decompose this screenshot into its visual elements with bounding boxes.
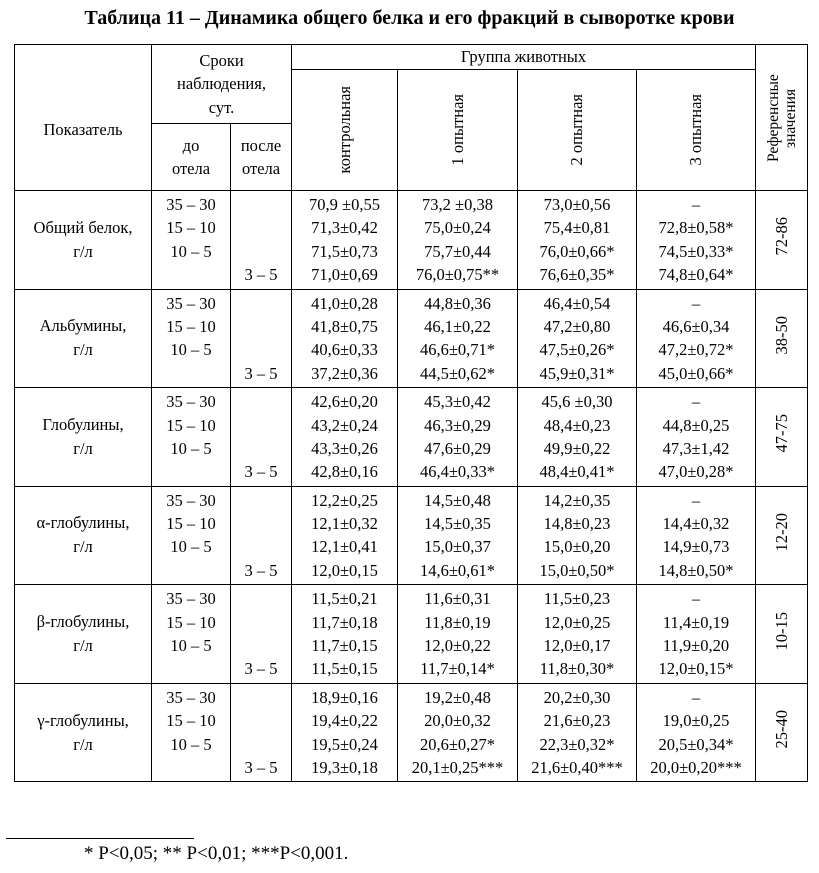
indicator-name-line1: γ-глобулины, <box>37 710 129 730</box>
header-group-1 <box>398 70 518 191</box>
value-cell: 43,2±0,24 <box>311 415 378 435</box>
value-cell: 74,8±0,64* <box>658 265 734 285</box>
spacer <box>231 535 291 558</box>
table-row <box>15 683 808 782</box>
value-cell: 11,5±0,23 <box>543 589 611 609</box>
before-calving-periods <box>152 289 231 388</box>
spacer <box>231 338 291 361</box>
before-period: 15 – 10 <box>166 316 216 336</box>
value-cell: 71,3±0,42 <box>311 218 378 238</box>
value-cell: 42,6±0,20 <box>311 392 378 412</box>
after-period: 3 – 5 <box>244 659 278 679</box>
value-cell: 44,5±0,62* <box>419 363 496 383</box>
value-cell: 47,0±0,28* <box>658 462 734 482</box>
spacer <box>231 414 291 437</box>
indicator-name <box>15 683 152 782</box>
before-calving-periods <box>152 486 231 585</box>
header-period-line2: наблюдения, <box>177 74 266 94</box>
indicator-name <box>15 486 152 585</box>
spacer <box>231 240 291 263</box>
reference-values <box>756 683 808 782</box>
value-cell: 49,9±0,22 <box>543 438 611 458</box>
table-title: Таблица 11 – Динамика общего белка и его фракций в сыворотке крови <box>84 7 735 29</box>
values-g2 <box>518 585 637 684</box>
value-cell: 11,5±0,15 <box>311 659 378 679</box>
value-cell: 20,1±0,25*** <box>411 757 504 777</box>
value-cell: 20,0±0,20*** <box>650 757 742 777</box>
header-after <box>231 124 292 191</box>
value-cell: 47,2±0,80 <box>543 316 611 336</box>
spacer <box>231 733 291 756</box>
spacer <box>231 437 291 460</box>
value-cell: 45,3±0,42 <box>424 392 491 412</box>
values-g3 <box>637 191 756 290</box>
value-cell: 12,1±0,32 <box>311 514 378 534</box>
before-period: 10 – 5 <box>170 734 212 754</box>
value-cell: 76,0±0,66* <box>539 241 615 261</box>
value-cell: 76,0±0,75** <box>415 265 500 285</box>
indicator-name-line2: г/л <box>73 636 93 656</box>
values-control <box>292 388 398 487</box>
value-cell: 11,7±0,15 <box>311 636 378 656</box>
reference-value: 12-20 <box>771 513 791 552</box>
value-cell: 45,6 ±0,30 <box>541 392 613 412</box>
before-period: 10 – 5 <box>170 340 212 360</box>
values-g3 <box>637 683 756 782</box>
indicator-name <box>15 289 152 388</box>
indicator-name-line1: β-глобулины, <box>36 612 130 632</box>
value-cell: 12,0±0,25 <box>543 612 611 632</box>
value-cell: 15,0±0,20 <box>543 537 611 557</box>
value-cell: 47,3±1,42 <box>662 438 730 458</box>
values-g3 <box>637 289 756 388</box>
value-cell: 14,2±0,35 <box>543 490 611 510</box>
values-g3 <box>637 585 756 684</box>
value-cell: 11,8±0,19 <box>424 612 491 632</box>
header-indicator-label: Показатель <box>43 119 123 139</box>
header-indicator <box>15 45 152 191</box>
header-ref <box>756 45 808 191</box>
value-cell: 71,0±0,69 <box>311 265 378 285</box>
value-cell: 11,6±0,31 <box>424 589 491 609</box>
value-cell: 37,2±0,36 <box>311 363 378 383</box>
before-calving-periods <box>152 585 231 684</box>
values-control <box>292 683 398 782</box>
before-period: 35 – 30 <box>166 589 216 609</box>
value-cell: 76,6±0,35* <box>539 265 615 285</box>
reference-values <box>756 388 808 487</box>
spacer <box>231 587 291 610</box>
after-calving-periods <box>231 683 292 782</box>
value-cell: 19,0±0,25 <box>662 711 730 731</box>
value-cell: 15,0±0,37 <box>424 537 491 557</box>
value-cell: 70,9 ±0,55 <box>309 195 380 214</box>
before-period: 10 – 5 <box>170 438 212 458</box>
value-cell: – <box>691 293 701 313</box>
values-g1 <box>398 683 518 782</box>
reference-value: 25-40 <box>771 710 791 749</box>
footnote: * P<0,05; ** P<0,01; ***P<0,001. <box>84 843 349 864</box>
header-before-line1: до <box>182 135 200 155</box>
value-cell: 14,8±0,50* <box>658 560 734 580</box>
values-g2 <box>518 191 637 290</box>
value-cell: 22,3±0,32* <box>539 734 615 754</box>
indicator-name-line2: г/л <box>73 438 93 458</box>
after-calving-periods <box>231 388 292 487</box>
indicator-name-line1: Альбумины, <box>39 316 127 336</box>
header-period <box>152 45 292 124</box>
before-period: 15 – 10 <box>166 612 216 632</box>
values-g2 <box>518 388 637 487</box>
value-cell: 20,5±0,34* <box>658 734 734 754</box>
value-cell: 74,5±0,33* <box>658 241 734 261</box>
before-period: 15 – 10 <box>166 711 216 731</box>
before-calving-periods <box>152 388 231 487</box>
table-row <box>15 191 808 290</box>
spacer <box>231 216 291 239</box>
after-period: 3 – 5 <box>244 462 278 482</box>
values-g2 <box>518 486 637 585</box>
spacer <box>231 315 291 338</box>
before-period: 35 – 30 <box>166 490 216 510</box>
header-before-line2: отела <box>171 159 211 178</box>
before-calving-periods <box>152 683 231 782</box>
before-period: 35 – 30 <box>166 392 216 412</box>
value-cell: 46,4±0,33* <box>419 462 496 482</box>
values-g3 <box>637 486 756 585</box>
value-cell: 12,0±0,15* <box>658 659 734 679</box>
values-g1 <box>398 289 518 388</box>
reference-values <box>756 585 808 684</box>
table-row <box>15 388 808 487</box>
value-cell: 12,0±0,15 <box>311 560 378 580</box>
value-cell: 46,3±0,29 <box>424 415 491 435</box>
value-cell: 19,3±0,18 <box>311 757 378 777</box>
value-cell: 20,6±0,27* <box>419 734 496 754</box>
indicator-name <box>15 585 152 684</box>
values-control <box>292 289 398 388</box>
value-cell: 40,6±0,33 <box>311 340 378 360</box>
value-cell: 42,8±0,16 <box>311 462 378 482</box>
indicator-name-line1: Глобулины, <box>42 414 124 434</box>
values-g1 <box>398 585 518 684</box>
before-period: 35 – 30 <box>166 687 216 707</box>
value-cell: 11,7±0,14* <box>420 659 495 679</box>
value-cell: 75,4±0,81 <box>543 218 611 238</box>
value-cell: – <box>691 195 701 214</box>
value-cell: 20,0±0,32 <box>424 711 491 731</box>
value-cell: 19,4±0,22 <box>311 711 378 731</box>
values-g2 <box>518 683 637 782</box>
value-cell: 46,6±0,34 <box>662 316 730 336</box>
value-cell: 14,6±0,61* <box>419 560 496 580</box>
values-control <box>292 486 398 585</box>
value-cell: 14,5±0,35 <box>424 514 491 534</box>
value-cell: 15,0±0,50* <box>539 560 615 580</box>
after-period: 3 – 5 <box>244 757 278 777</box>
header-row-1 <box>15 45 808 70</box>
value-cell: 44,8±0,36 <box>424 293 491 313</box>
data-table <box>14 44 808 782</box>
values-control <box>292 585 398 684</box>
value-cell: 43,3±0,26 <box>311 438 378 458</box>
values-control <box>292 191 398 290</box>
value-cell: 12,1±0,41 <box>311 537 378 557</box>
after-calving-periods <box>231 191 292 290</box>
indicator-name-line2: г/л <box>73 340 93 360</box>
before-period: 15 – 10 <box>166 415 216 435</box>
after-period: 3 – 5 <box>244 363 278 383</box>
value-cell: 47,2±0,72* <box>658 340 734 360</box>
value-cell: 75,7±0,44 <box>424 241 491 261</box>
reference-values <box>756 289 808 388</box>
value-cell: 20,2±0,30 <box>543 687 611 707</box>
after-period: 3 – 5 <box>244 265 278 285</box>
value-cell: 41,8±0,75 <box>311 316 378 336</box>
header-group-1-label: 1 опытная <box>447 94 467 166</box>
header-group <box>292 45 756 70</box>
value-cell: 12,2±0,25 <box>311 490 378 510</box>
value-cell: 12,0±0,17 <box>543 636 611 656</box>
spacer <box>231 193 291 216</box>
spacer <box>231 512 291 535</box>
value-cell: 72,8±0,58* <box>658 218 734 238</box>
values-g2 <box>518 289 637 388</box>
spacer <box>231 390 291 413</box>
value-cell: 46,4±0,54 <box>543 293 611 313</box>
value-cell: 11,7±0,18 <box>311 612 378 632</box>
after-calving-periods <box>231 289 292 388</box>
header-period-line3: сут. <box>208 97 235 117</box>
indicator-name-line2: г/л <box>73 734 93 754</box>
before-period: 15 – 10 <box>166 514 216 534</box>
after-calving-periods <box>231 486 292 585</box>
values-g1 <box>398 388 518 487</box>
values-g3 <box>637 388 756 487</box>
before-period: 10 – 5 <box>170 636 212 656</box>
value-cell: 11,8±0,30* <box>539 659 615 679</box>
spacer <box>231 709 291 732</box>
value-cell: 19,5±0,24 <box>311 734 378 754</box>
spacer <box>231 634 291 657</box>
indicator-name-line2: г/л <box>73 241 93 261</box>
before-period: 15 – 10 <box>166 218 216 238</box>
value-cell: – <box>691 589 701 609</box>
reference-value: 47-75 <box>771 414 791 453</box>
table-row <box>15 289 808 388</box>
value-cell: 46,6±0,71* <box>419 340 496 360</box>
value-cell: 46,1±0,22 <box>424 316 491 336</box>
value-cell: 21,6±0,40*** <box>531 757 623 777</box>
spacer <box>231 489 291 512</box>
values-g1 <box>398 191 518 290</box>
indicator-name <box>15 191 152 290</box>
spacer <box>231 611 291 634</box>
table-row <box>15 585 808 684</box>
value-cell: 21,6±0,23 <box>543 711 611 731</box>
header-group-3 <box>637 70 756 191</box>
value-cell: 14,9±0,73 <box>662 537 730 557</box>
after-period: 3 – 5 <box>244 560 278 580</box>
value-cell: 44,8±0,25 <box>662 415 730 435</box>
value-cell: 14,8±0,23 <box>543 514 611 534</box>
value-cell: 14,5±0,48 <box>424 490 491 510</box>
header-after-line2: отела <box>241 159 281 178</box>
before-calving-periods <box>152 191 231 290</box>
value-cell: 71,5±0,73 <box>311 241 378 261</box>
header-group-2-label: 2 опытная <box>567 94 587 166</box>
value-cell: 48,4±0,41* <box>539 462 615 482</box>
header-group-3-label: 3 опытная <box>686 94 706 166</box>
header-group-control <box>292 70 398 191</box>
value-cell: 47,6±0,29 <box>424 438 491 458</box>
value-cell: – <box>691 490 701 510</box>
before-period: 10 – 5 <box>170 537 212 557</box>
reference-value: 72-86 <box>771 217 791 256</box>
value-cell: 73,0±0,56 <box>543 195 611 214</box>
value-cell: 11,5±0,21 <box>311 589 378 609</box>
indicator-name-line1: α-глобулины, <box>36 513 130 533</box>
reference-value: 38-50 <box>771 315 791 355</box>
value-cell: 47,5±0,26* <box>539 340 615 360</box>
value-cell: – <box>691 392 701 412</box>
before-period: 35 – 30 <box>166 293 216 313</box>
value-cell: 73,2 ±0,38 <box>422 195 493 214</box>
value-cell: 18,9±0,16 <box>311 687 378 707</box>
value-cell: 11,4±0,19 <box>662 612 730 632</box>
header-group-control-label: контрольная <box>334 86 354 174</box>
header-group-2 <box>518 70 637 191</box>
header-ref-label: Референсные значения <box>764 73 799 162</box>
reference-value: 10-15 <box>771 611 791 651</box>
header-group-label: Группа животных <box>460 47 587 67</box>
indicator-name-line2: г/л <box>73 537 93 557</box>
value-cell: 45,9±0,31* <box>539 363 615 383</box>
header-before <box>152 124 231 191</box>
values-g1 <box>398 486 518 585</box>
before-period: 10 – 5 <box>170 241 212 261</box>
header-after-line1: после <box>240 135 282 155</box>
value-cell: 45,0±0,66* <box>658 363 734 383</box>
value-cell: 19,2±0,48 <box>424 687 491 707</box>
table-row <box>15 486 808 585</box>
value-cell: 14,4±0,32 <box>662 514 730 534</box>
spacer <box>231 292 291 315</box>
after-calving-periods <box>231 585 292 684</box>
footnote-separator <box>6 838 194 839</box>
spacer <box>231 686 291 709</box>
value-cell: – <box>691 687 701 707</box>
header-period-line1: Сроки <box>199 50 244 70</box>
before-period: 35 – 30 <box>166 195 216 214</box>
value-cell: 12,0±0,22 <box>424 636 491 656</box>
value-cell: 75,0±0,24 <box>424 218 491 238</box>
value-cell: 48,4±0,23 <box>543 415 611 435</box>
reference-values <box>756 191 808 290</box>
indicator-name-line1: Общий белок, <box>33 217 133 237</box>
value-cell: 11,9±0,20 <box>662 636 730 656</box>
value-cell: 41,0±0,28 <box>311 293 378 313</box>
indicator-name <box>15 388 152 487</box>
reference-values <box>756 486 808 585</box>
